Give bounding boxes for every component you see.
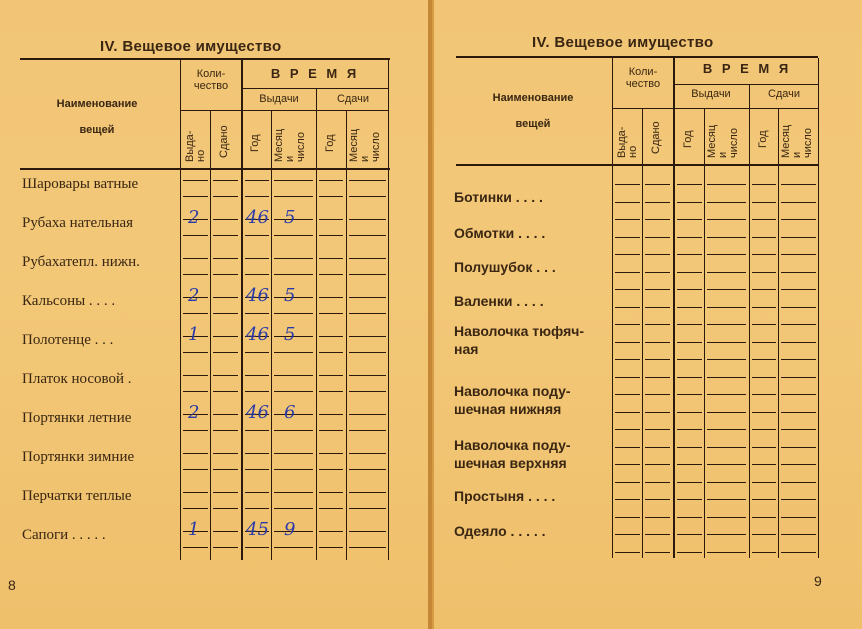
sub-month-return: Месяц и число bbox=[348, 128, 382, 162]
sub-issued: Выда- но bbox=[184, 130, 207, 162]
sub-year-return: Год bbox=[324, 134, 336, 152]
item-name: Простыня . . . . bbox=[454, 488, 556, 504]
handwritten-month: 9 bbox=[284, 519, 296, 540]
item-name: Наволочка поду- шечная нижняя bbox=[454, 383, 571, 417]
item-name: Одеяло . . . . . bbox=[454, 523, 546, 539]
handwritten-qty: 1 bbox=[188, 324, 200, 345]
item-name: Наволочка тюфяч- ная bbox=[454, 323, 585, 357]
sub-year: Год bbox=[682, 130, 694, 148]
sub-issued: Выда- но bbox=[616, 126, 639, 158]
col-return-header: Сдачи bbox=[767, 88, 801, 100]
item-name: Рубаха нательная bbox=[22, 215, 134, 231]
page-number: 9 bbox=[814, 573, 822, 589]
sub-returned: Сдано bbox=[650, 121, 662, 154]
page-right bbox=[432, 0, 862, 629]
item-name: Валенки . . . . bbox=[454, 293, 544, 309]
col-qty-header: Коли- чество bbox=[625, 66, 661, 90]
item-name: Сапоги . . . . . bbox=[22, 527, 106, 543]
col-qty-header: Коли- чество bbox=[193, 68, 229, 92]
handwritten-qty: 1 bbox=[188, 519, 200, 540]
sub-year-return: Год bbox=[757, 130, 769, 148]
page-title: IV. Вещевое имущество bbox=[100, 38, 282, 55]
handwritten-month: 5 bbox=[284, 207, 296, 228]
item-name: Наволочка поду- шечная верхняя bbox=[454, 437, 571, 471]
col-return-header: Сдачи bbox=[336, 93, 370, 105]
page-left bbox=[0, 0, 430, 629]
col-issue-header: Выдачи bbox=[691, 88, 731, 100]
col-issue-header: Выдачи bbox=[259, 93, 299, 105]
page-number: 8 bbox=[8, 577, 16, 593]
item-name: Портянки летние bbox=[22, 410, 132, 426]
item-name: Полушубок . . . bbox=[454, 259, 556, 275]
item-name: Обмотки . . . . bbox=[454, 225, 546, 241]
handwritten-year: 45 bbox=[246, 519, 269, 540]
item-name: Полотенце . . . bbox=[22, 332, 114, 348]
handwritten-year: 46 bbox=[246, 285, 269, 306]
sub-month: Месяц и число bbox=[706, 124, 740, 158]
handwritten-qty: 2 bbox=[188, 402, 200, 423]
handwritten-month: 5 bbox=[284, 324, 296, 345]
sub-returned: Сдано bbox=[218, 125, 230, 158]
col-name-header: Наименование вещей bbox=[492, 92, 574, 130]
sub-month: Месяц и число bbox=[273, 128, 307, 162]
handwritten-year: 46 bbox=[246, 324, 269, 345]
item-name: Ботинки . . . . bbox=[454, 189, 543, 205]
item-name: Шаровары ватные bbox=[22, 176, 139, 192]
col-time-header: В Р Е М Я bbox=[270, 66, 360, 81]
handwritten-month: 6 bbox=[284, 402, 296, 423]
sub-year: Год bbox=[249, 134, 261, 152]
handwritten-qty: 2 bbox=[188, 285, 200, 306]
sub-month-return: Месяц и число bbox=[780, 124, 814, 158]
col-name-header: Наименование вещей bbox=[56, 98, 138, 136]
item-name: Платок носовой . bbox=[22, 371, 132, 387]
handwritten-year: 46 bbox=[246, 402, 269, 423]
handwritten-qty: 2 bbox=[188, 207, 200, 228]
col-time-header: В Р Е М Я bbox=[702, 61, 792, 76]
handwritten-year: 46 bbox=[246, 207, 269, 228]
item-name: Портянки зимние bbox=[22, 449, 135, 465]
item-name: Перчатки теплые bbox=[22, 488, 132, 504]
item-name: Рубахатепл. нижн. bbox=[22, 254, 140, 270]
page-title: IV. Вещевое имущество bbox=[532, 34, 714, 51]
handwritten-month: 5 bbox=[284, 285, 296, 306]
item-name: Кальсоны . . . . bbox=[22, 293, 116, 309]
